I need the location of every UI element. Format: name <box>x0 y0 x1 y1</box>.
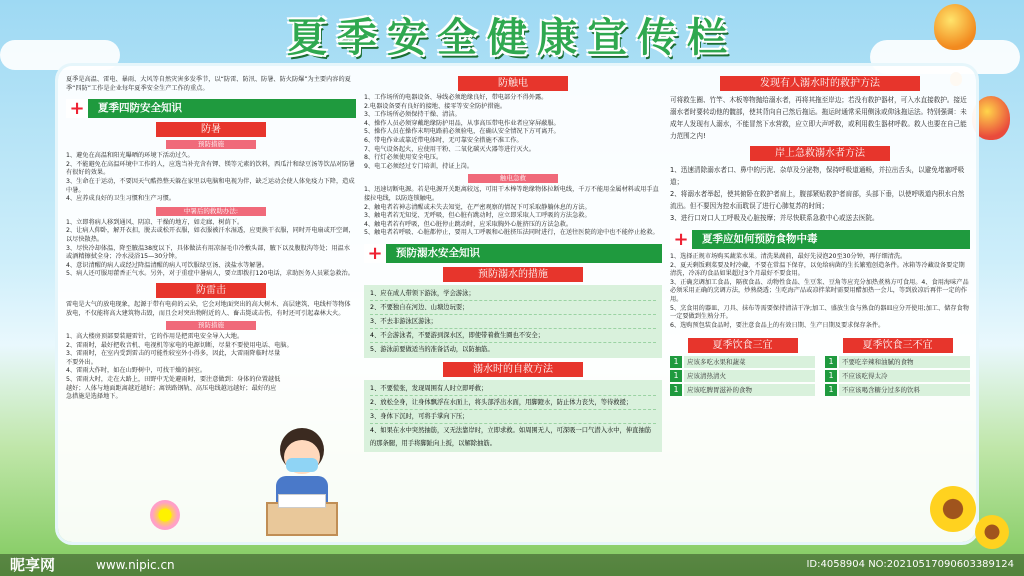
self-rescue-list <box>364 380 662 452</box>
shore-title: 岸上急救溺水者方法 <box>750 146 890 161</box>
list-item: 4、操作人员必须穿戴绝缘防护用品，从事高压带电作业者应穿屏蔽服。 <box>364 119 560 127</box>
diet-dos-title: 夏季饮食三宜 <box>688 338 798 353</box>
heatstroke-title: 防暑 <box>156 122 266 137</box>
list-item: 4、雷雨大作时，如在山野树中，可找干燥的洞室。 <box>66 367 207 375</box>
list-item: 2、不要独自在河边、山塘边玩耍； <box>370 301 656 315</box>
rescue-text: 可将救生圈、竹竿、木板等物抛给溺水者，再将其拖至岸边；若没有救护器材，可入水直接救护。接近溺水者时要转动他的髋部，使其背向自己然后拖运。拖运时通常采用侧泳或仰泳拖运法。特别强调：未成年人发现有人溺水，不能冒然下水营救，应立即大声呼救，或利用救生器材呼救。救人也要在自己能力范围之内! <box>670 96 967 140</box>
balloon-icon <box>972 96 1010 140</box>
list-item: 1、高大楼房顶部要装避雷针，它的作用是把雷电安全导入大地。 <box>66 333 244 341</box>
diet-dos <box>670 334 815 398</box>
list-item: 2、将溺水者举起，使其俯卧在救护者肩上，腹部紧贴救护者肩部，头部下垂，以使呼吸道内积水自然流出。但不要因为控水而耽误了进行心肺复苏的时间； <box>670 190 965 210</box>
drown-prevent-list <box>364 285 662 358</box>
list-item: 2、夏天剩饭剩菜要及时冷藏，不要在常温下保存，以免给病菌的生长繁殖创造条件。冰箱等冷藏设备要定期清洗，冷冻的食品如果超过3个月最好不要食用。 <box>670 261 965 278</box>
intro-text: 夏季是高温、雷电、暴雨、大风等自然灾害多发季节，以“防雷、防汛、防暑、防火防爆”为主要内容的夏季“四防”工作是企业每年夏季安全生产工作的重点。 <box>66 76 351 92</box>
list-item: 1、选择正规市场购买蔬菜水果。清洗果蔬前，最好先浸泡20至30分钟，再仔细清洗。 <box>670 253 907 260</box>
list-item: 5、操作人员在操作末明电路前必须验电，在确认安全情况下方可离开。 <box>364 128 560 136</box>
electric-rescue-subtitle: 触电急救 <box>468 174 558 183</box>
list-item: 1 应该吃脾胃滋补的食物 <box>670 384 815 396</box>
list-item: 1、避免在高温和阳光曝晒的环境下活动过久。 <box>66 152 194 160</box>
list-item: 4、不会游泳者，不要游到深水区，即使带着救生圈也不安全； <box>370 329 656 343</box>
list-item: 4、应养成良好的卫生习惯和生产习惯。 <box>66 195 176 203</box>
list-item: 1、迅速切断电源。若是电源开关距离较远，可用干木棒等绝缘物体拉断电线，千万不能用金属材料或用手直接拉电线，以防连锁触电。 <box>364 186 659 202</box>
watermark-bar <box>0 554 1024 576</box>
list-item: 5、游泳前要做适当的准备活动，以防抽筋。 <box>370 345 494 353</box>
list-item: 2、触电者若神志清醒或未失去知觉，在严密观察的情况下可采取静躺休息的方法。 <box>364 203 591 211</box>
flower-icon <box>150 500 180 530</box>
list-item: 3、雷雨时，在室内受到雷击的可能性较室外小得多，因此，大雷雨降临时尽量不要外出。 <box>66 350 281 366</box>
list-item: 1、迅速清除溺水者口、鼻中的污泥、杂草及分泌物，保持呼吸道通畅，并拉出舌头，以避免堵塞呼吸道； <box>670 166 965 186</box>
page-title: 夏季安全健康宣传栏 <box>287 14 737 61</box>
list-item: 1 不要吃辛辣和油腻的食物 <box>825 356 970 368</box>
list-item: 7、电气设备起火，应使用干粉、二氧化碳灭火器等进行灭火。 <box>364 145 535 153</box>
rescue-title: 发现有人溺水时的救护方法 <box>720 76 920 91</box>
list-item: 5、雷雨大时，走在大路上，田野中无处避雨时，要注意做到：身体的位置越低越好；人体与地面距离越近越好；离铁路钢轨、高压电线越远越好；最好的应急措施是选择地下。 <box>66 376 281 401</box>
list-item: 2、放松全身，让身体飘浮在水面上，将头部浮出水面，用脚蹬水，防止体力丧失，等待救援； <box>370 396 656 410</box>
section-header <box>670 230 970 249</box>
list-item: 3、不去非游泳区游泳； <box>370 315 656 329</box>
list-item: 3、生命在于运动，不要因天气酷热整天躲在家里以电脑和电视为伴，缺乏运动会使人体免疫力下降，造成中暑。 <box>66 177 355 194</box>
self-rescue-subtitle: 溺水时的自救方法 <box>443 362 583 377</box>
column-electric-drowning <box>364 66 662 542</box>
red-cross-icon: + <box>670 230 692 249</box>
list-item: 1、工作场所的电器设备、导线必须绝缘良好，带电部分不得外露。 <box>364 94 548 101</box>
list-item: 6、带电作业或靠近带电体时，无可靠安全措施不准工作。 <box>364 136 523 144</box>
list-item: 1 不应该喝含糖分过多的饮料 <box>825 384 970 396</box>
list-item: 2、不能避免在高温环境中工作的人，应选当补充含有钾、镁等元素的饮料，西瓜汁和绿豆汤等饮品对防暑有很好的效果。 <box>66 160 355 177</box>
electric-title: 防触电 <box>458 76 568 91</box>
drown-prevent-subtitle: 预防溺水的措施 <box>443 267 583 282</box>
list-item: 5、触电者若呼吸、心脏都停止，要用人工呼吸和心脏挤压法同时进行，在送往医院的途中也不能停止抢救。 <box>364 229 659 237</box>
section-title: 夏季应如何预防食物中毒 <box>692 230 970 249</box>
list-item: 4、触电者若有呼吸，但心脏停止跳动时，应采取胸外心脏挤压的方法急救。 <box>364 220 573 228</box>
heatstroke-subtitle: 预防措施 <box>166 140 256 149</box>
list-item: 8、行灯必须使用安全电压。 <box>364 154 443 162</box>
list-item: 5、烹食用的器皿、刀具、抹布等需要保持清洁干净;加工、盛放生食与熟食的器皿应分开使用;加工、储存食物一定要做到生熟分开。 <box>670 304 969 321</box>
flower-icon <box>930 486 976 532</box>
main-board <box>58 66 976 542</box>
list-item: 2、雷雨时，最好把收音机、电视机等家电的电源切断，尽量不要使用电话、电脑。 <box>66 341 293 349</box>
list-item: 1 应该多吃水果和蔬菜 <box>670 356 815 368</box>
list-item: 3、工作场所必须保持干燥、清洁。 <box>364 111 461 119</box>
section-title: 夏季四防安全知识 <box>88 99 356 118</box>
list-item: 3、触电者若无知觉、无呼吸，但心脏有跳动时，应立即采取人工呼吸的方法急救。 <box>364 212 591 220</box>
diet-tips <box>670 334 970 398</box>
red-cross-icon: + <box>66 99 88 118</box>
section-title: 预防溺水安全知识 <box>386 244 662 263</box>
diet-donts <box>825 334 970 398</box>
watermark-url: www.nipic.cn <box>96 558 175 572</box>
flower-icon <box>975 515 1009 549</box>
diet-donts-title: 夏季饮食三不宜 <box>843 338 953 353</box>
heatstroke-rescue-subtitle: 中暑后的救助办法: <box>156 207 266 216</box>
list-item: 6、选购预包装食品时，要注意食品上的有效日期、生产日期及要求保存条件。 <box>670 321 885 329</box>
list-item: 2.电器设备要有良好的接地、接零等安全防护措施。 <box>364 102 507 110</box>
lightning-title: 防雷击 <box>156 283 266 298</box>
list-item: 4、意识清醒的病人或经过降温清醒的病人可饮服绿豆汤、淡盐水等解暑。 <box>66 261 268 269</box>
list-item: 9、电工必须经过专门培训，持证上岗。 <box>364 162 474 170</box>
lightning-intro: 雷电是大气的放电现象，起源于带有电荷的云朵，它会对地面突出的高大树木、高层建筑、电线杆等物体放电，不仅能将高大建筑物击毁，而且会对突出物附近的人、畜击毙或击伤，有时还可引起森林大火。 <box>66 300 351 317</box>
list-item: 5、病人还可服用藿香正气水。另外，对于重症中暑病人，要立即拨打120电话，求助医务人员紧急救治。 <box>66 270 354 278</box>
column-rescue-food <box>670 66 970 542</box>
red-cross-icon: + <box>364 244 386 263</box>
list-item: 3、身体下沉时，可将手掌向下压； <box>370 410 656 424</box>
list-item: 3、正确烹调加工食品，隔夜食品、动物性食品、生豆浆、豆角等应充分加热煮熟方可食用。4、食用海味产品必须采用正确的烹调方法，炒熟烧透；生吃海产品或凉拌菜时需要用醋加热一会儿，等到放凉后再伴一定的作用。 <box>670 278 969 303</box>
section-header <box>66 99 356 118</box>
list-item: 1 应该清热清火 <box>670 370 815 382</box>
list-item: 1、不要慌张，发现周围有人时立即呼救； <box>370 382 656 396</box>
list-item: 3、进行口对口人工呼吸及心脏按摩；并尽快联系急救中心或送去医院。 <box>670 214 879 222</box>
list-item: 1、立即将病人移到通风、阴凉、干燥的地方，如走廊、树荫下。 <box>66 218 244 226</box>
section-header <box>364 244 662 263</box>
list-item: 1、应在成人带领下游泳，学会游泳； <box>370 287 656 301</box>
watermark-logo: 昵享网 <box>10 556 56 574</box>
watermark-id: ID:4058904 NO:20210517090603389124 <box>806 559 1014 570</box>
list-item: 2、让病人仰卧，解开衣扣，脱去或松开衣服，如衣服被汗水湿透，应更换干衣服，同时开电扇或开空调，以尽快散热。 <box>66 227 355 243</box>
list-item: 3、尽快冷却体温，降至腋温38度以下，具体做法有用凉湿毛巾冷敷头部，腋下以及腹股沟等处；用温水或酒精擦拭全身；冷水浸浴15—30分钟。 <box>66 244 351 261</box>
list-item: 1 不应该吃得太冷 <box>825 370 970 382</box>
list-item: 4、如果在水中突然抽筋，又无法靠岸时，立即求救。如周围无人，可深吸一口气潜入水中，伸直抽筋的那条腿，用手将脚趾向上扳，以解除抽筋。 <box>370 426 652 447</box>
girl-reading-illustration <box>262 428 342 538</box>
lightning-subtitle: 预防措施 <box>166 321 256 330</box>
